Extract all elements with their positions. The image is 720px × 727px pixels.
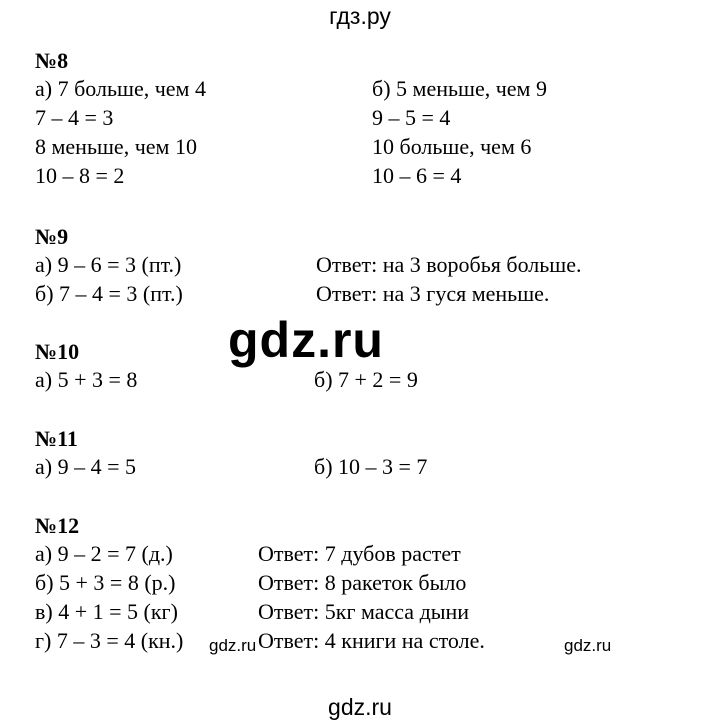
row-right: Ответ: на 3 воробья больше. bbox=[316, 252, 582, 277]
row-left: а) 9 – 4 = 5 bbox=[35, 454, 136, 479]
watermark-small: gdz.ru bbox=[564, 636, 612, 655]
row-right: Ответ: на 3 гуся меньше. bbox=[316, 281, 550, 306]
row-right: б) 7 + 2 = 9 bbox=[314, 367, 418, 392]
task-row bbox=[35, 132, 695, 161]
task-row bbox=[35, 250, 695, 279]
row-right: 10 – 6 = 4 bbox=[372, 163, 462, 188]
row-left: а) 9 – 6 = 3 (пт.) bbox=[35, 252, 182, 277]
row-right: 10 больше, чем 6 bbox=[372, 134, 532, 159]
row-right: Ответ: 5кг масса дыни bbox=[258, 599, 470, 624]
row-left: б) 5 + 3 = 8 (р.) bbox=[35, 570, 176, 595]
row-right: Ответ: 4 книги на столе. bbox=[258, 628, 485, 653]
row-right: Ответ: 7 дубов растет bbox=[258, 541, 461, 566]
row-right: 9 – 5 = 4 bbox=[372, 105, 451, 130]
task-9 bbox=[35, 224, 695, 308]
row-left: в) 4 + 1 = 5 (кг) bbox=[35, 599, 178, 624]
watermark-small: gdz.ru bbox=[209, 636, 257, 655]
task-title: №11 bbox=[35, 426, 78, 451]
row-left: 7 – 4 = 3 bbox=[35, 105, 114, 130]
task-row bbox=[35, 74, 695, 103]
row-left: б) 7 – 4 = 3 (пт.) bbox=[35, 281, 183, 306]
site-header: гдз.ру bbox=[329, 3, 391, 29]
task-row bbox=[35, 103, 695, 132]
row-right: б) 10 – 3 = 7 bbox=[314, 454, 428, 479]
task-12 bbox=[35, 513, 695, 655]
site-footer: gdz.ru bbox=[328, 694, 392, 720]
task-8 bbox=[35, 48, 695, 190]
task-title: №10 bbox=[35, 339, 80, 364]
watermark-large: gdz.ru bbox=[228, 312, 384, 368]
task-row bbox=[35, 161, 695, 190]
row-left: 10 – 8 = 2 bbox=[35, 163, 125, 188]
task-row bbox=[35, 597, 695, 626]
task-row bbox=[35, 539, 695, 568]
task-row bbox=[35, 279, 695, 308]
row-right: б) 5 меньше, чем 9 bbox=[372, 76, 547, 101]
task-11 bbox=[35, 426, 695, 481]
row-left: а) 7 больше, чем 4 bbox=[35, 76, 206, 101]
task-title: №12 bbox=[35, 513, 80, 538]
row-left: а) 5 + 3 = 8 bbox=[35, 367, 138, 392]
task-row bbox=[35, 452, 695, 481]
task-title: №8 bbox=[35, 48, 69, 73]
row-left: а) 9 – 2 = 7 (д.) bbox=[35, 541, 173, 566]
row-left: 8 меньше, чем 10 bbox=[35, 134, 197, 159]
task-title: №9 bbox=[35, 224, 69, 249]
row-left: г) 7 – 3 = 4 (кн.) bbox=[35, 628, 184, 653]
task-row bbox=[35, 568, 695, 597]
row-right: Ответ: 8 ракеток было bbox=[258, 570, 467, 595]
